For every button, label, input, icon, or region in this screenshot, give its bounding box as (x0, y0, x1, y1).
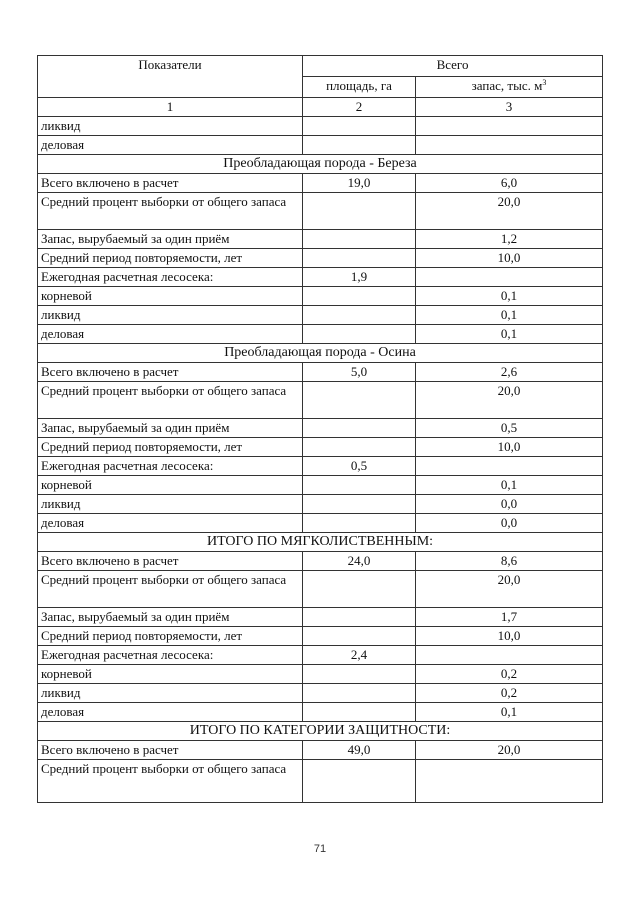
header-area: площадь, га (303, 77, 416, 98)
table-row (38, 325, 603, 344)
area-value: 19,0 (303, 174, 416, 193)
table-row (38, 117, 603, 136)
row-label: Средний процент выборки от общего запаса (38, 760, 303, 803)
header-stock-text: запас, тыс. м (471, 78, 543, 93)
stock-value: 0,0 (416, 514, 603, 533)
row-label: Запас, вырубаемый за один приём (38, 608, 303, 627)
section-title: ИТОГО ПО КАТЕГОРИИ ЗАЩИТНОСТИ: (38, 722, 603, 741)
row-label: Всего включено в расчет (38, 174, 303, 193)
table-row (38, 382, 603, 419)
row-label: Средний процент выборки от общего запаса (38, 193, 303, 230)
table-row (38, 457, 603, 476)
row-label: ликвид (38, 306, 303, 325)
row-label: корневой (38, 665, 303, 684)
table-row (38, 438, 603, 457)
stock-value: 20,0 (416, 741, 603, 760)
allowable-cut-table (37, 55, 603, 803)
stock-value: 2,6 (416, 363, 603, 382)
row-label: Всего включено в расчет (38, 741, 303, 760)
table-row (38, 419, 603, 438)
table-row (38, 136, 603, 155)
row-label: деловая (38, 136, 303, 155)
stock-value: 10,0 (416, 627, 603, 646)
row-label: Ежегодная расчетная лесосека: (38, 268, 303, 287)
stock-value: 20,0 (416, 382, 603, 419)
row-label: Средний период повторяемости, лет (38, 627, 303, 646)
stock-value: 20,0 (416, 571, 603, 608)
table-row (38, 287, 603, 306)
table-row (38, 268, 603, 287)
section-title: Преобладающая порода - Осина (38, 344, 603, 363)
table-row (38, 608, 603, 627)
stock-value: 0,2 (416, 684, 603, 703)
table-row (38, 249, 603, 268)
stock-value: 6,0 (416, 174, 603, 193)
row-label: Всего включено в расчет (38, 552, 303, 571)
header-indicators: Показатели (38, 56, 303, 98)
row-label: Средний период повторяемости, лет (38, 249, 303, 268)
row-label: ликвид (38, 117, 303, 136)
page-number: 71 (313, 843, 327, 855)
table-row (38, 552, 603, 571)
row-label: деловая (38, 325, 303, 344)
table-row (38, 684, 603, 703)
table-row (38, 665, 603, 684)
area-value: 24,0 (303, 552, 416, 571)
row-label: Средний процент выборки от общего запаса (38, 571, 303, 608)
col-num-2: 2 (303, 98, 416, 117)
column-number-row (38, 98, 603, 117)
stock-value: 10,0 (416, 438, 603, 457)
section-title: Преобладающая порода - Береза (38, 155, 603, 174)
area-value: 1,9 (303, 268, 416, 287)
stock-value: 0,1 (416, 287, 603, 306)
header-stock (416, 77, 603, 98)
table-row (38, 571, 603, 608)
stock-value: 8,6 (416, 552, 603, 571)
row-label: Средний процент выборки от общего запаса (38, 382, 303, 419)
table-row (38, 627, 603, 646)
row-label: Запас, вырубаемый за один приём (38, 419, 303, 438)
table-header-row (38, 56, 603, 77)
table-row (38, 363, 603, 382)
area-value: 49,0 (303, 741, 416, 760)
stock-value: 1,7 (416, 608, 603, 627)
table-row (38, 741, 603, 760)
table-row (38, 703, 603, 722)
table-row (38, 476, 603, 495)
table-row (38, 646, 603, 665)
area-value: 5,0 (303, 363, 416, 382)
row-label: Ежегодная расчетная лесосека: (38, 646, 303, 665)
row-label: Ежегодная расчетная лесосека: (38, 457, 303, 476)
stock-value: 0,1 (416, 325, 603, 344)
table-row (38, 514, 603, 533)
row-label: Запас, вырубаемый за один приём (38, 230, 303, 249)
stock-value: 10,0 (416, 249, 603, 268)
stock-value: 20,0 (416, 193, 603, 230)
row-label: деловая (38, 514, 303, 533)
stock-value: 0,2 (416, 665, 603, 684)
section-header-row (38, 722, 603, 741)
header-stock-sup: 3 (542, 78, 547, 87)
col-num-3: 3 (416, 98, 603, 117)
table-row (38, 760, 603, 803)
row-label: Средний период повторяемости, лет (38, 438, 303, 457)
row-label: деловая (38, 703, 303, 722)
row-label: Всего включено в расчет (38, 363, 303, 382)
stock-value: 1,2 (416, 230, 603, 249)
stock-value: 0,5 (416, 419, 603, 438)
area-value: 2,4 (303, 646, 416, 665)
table-row (38, 495, 603, 514)
header-total: Всего (303, 56, 603, 77)
section-header-row (38, 533, 603, 552)
stock-value: 0,1 (416, 476, 603, 495)
row-label: ликвид (38, 495, 303, 514)
stock-value: 0,0 (416, 495, 603, 514)
table-row (38, 230, 603, 249)
table-row (38, 193, 603, 230)
col-num-1: 1 (38, 98, 303, 117)
stock-value: 0,1 (416, 703, 603, 722)
area-value: 0,5 (303, 457, 416, 476)
section-title: ИТОГО ПО МЯГКОЛИСТВЕННЫМ: (38, 533, 603, 552)
stock-value: 0,1 (416, 306, 603, 325)
section-header-row (38, 155, 603, 174)
row-label: корневой (38, 476, 303, 495)
table-row (38, 306, 603, 325)
row-label: ликвид (38, 684, 303, 703)
section-header-row (38, 344, 603, 363)
row-label: корневой (38, 287, 303, 306)
table-row (38, 174, 603, 193)
